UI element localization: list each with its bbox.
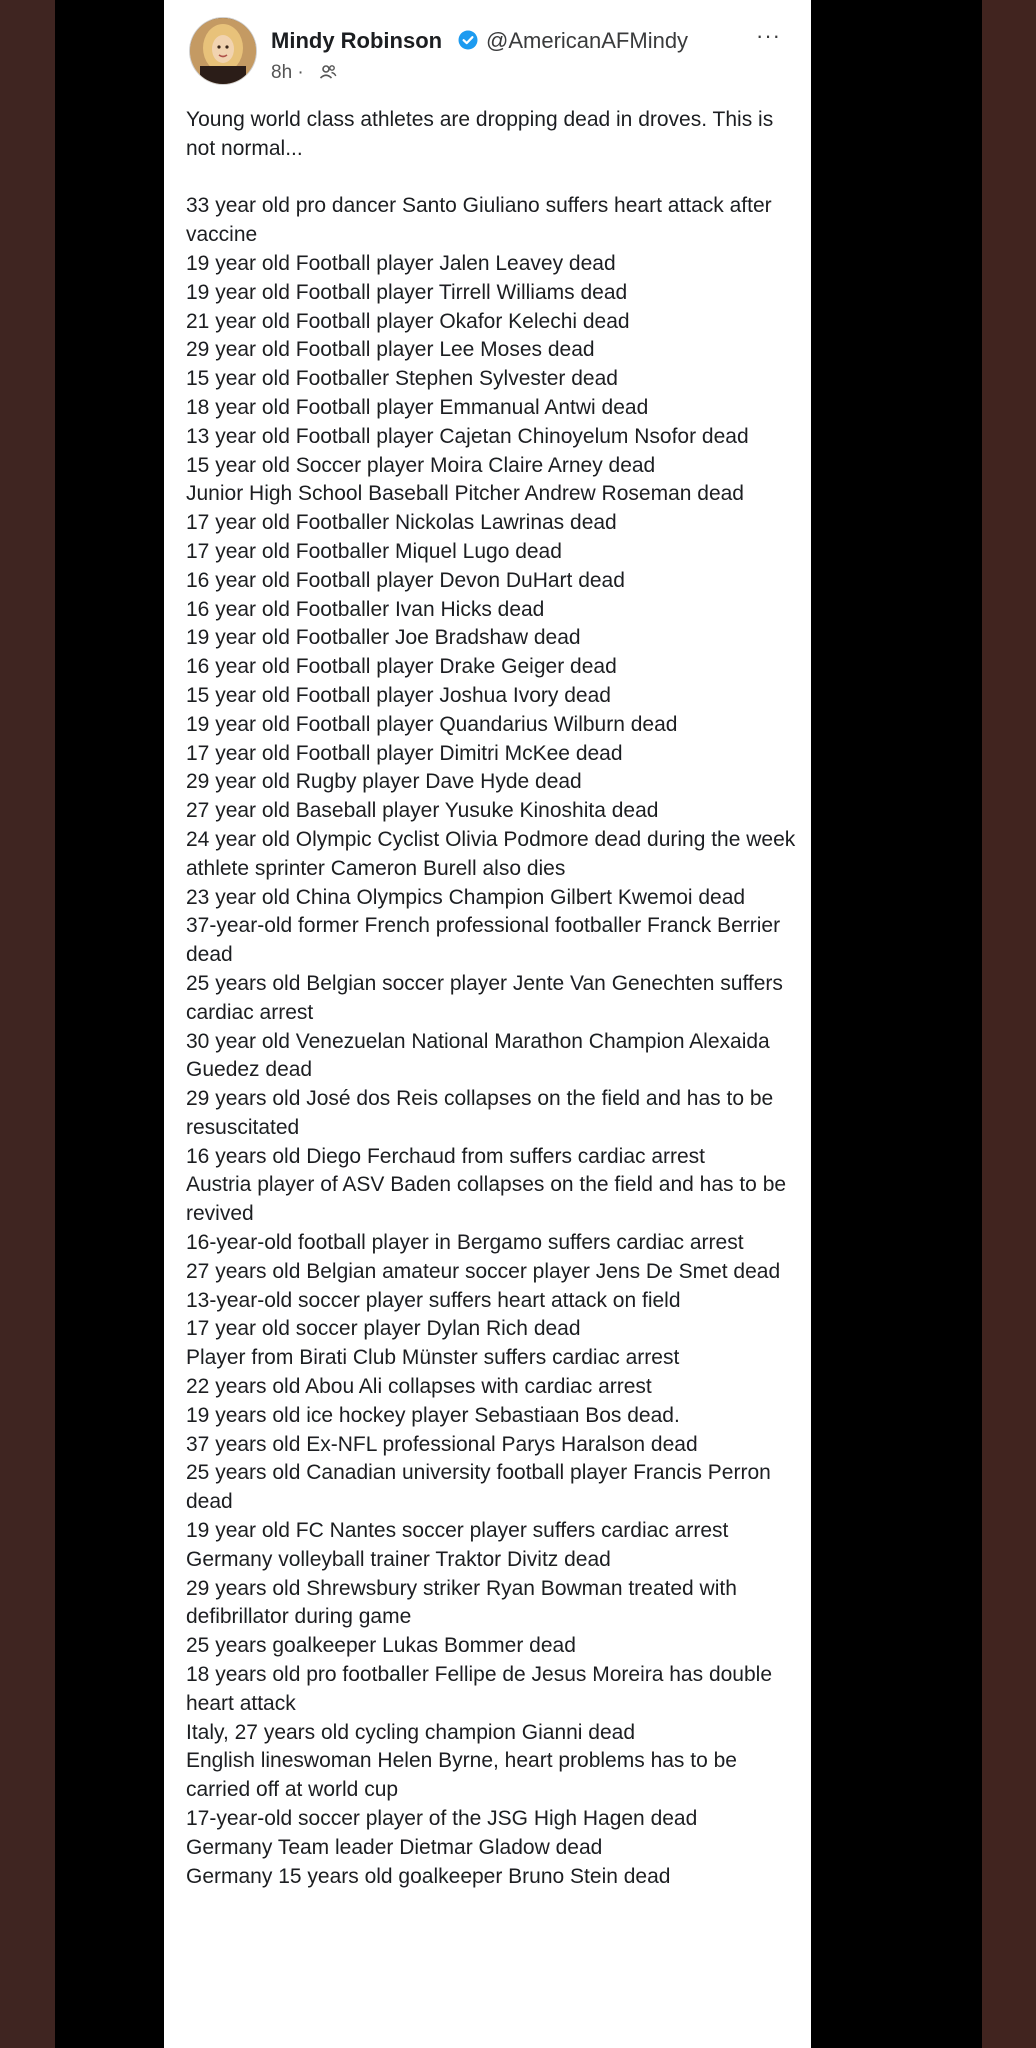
list-item: 15 year old Football player Joshua Ivory dead [186,683,611,707]
list-item: Germany Team leader Dietmar Gladow dead [186,1835,603,1859]
avatar-image [190,18,256,84]
list-item: English lineswoman Helen Byrne, heart problems has to be carried off at world cup [186,1749,737,1802]
athlete-list [186,192,796,1891]
list-item: 17 year old Footballer Miquel Lugo dead [186,539,562,563]
list-item: 19 year old Football player Tirrell Williams dead [186,280,628,304]
friends-audience-icon[interactable] [319,63,337,81]
post-timestamp[interactable] [271,62,304,84]
list-item: 29 year old Rugby player Dave Hyde dead [186,770,582,794]
list-item: 16 year old Football player Devon DuHart dead [186,568,625,592]
list-item: 22 years old Abou Ali collapses with cardiac arrest [186,1375,652,1399]
list-item: 25 years goalkeeper Lukas Bommer dead [186,1634,576,1658]
timestamp-separator: · [297,62,304,83]
list-item: 17 year old Football player Dimitri McKee dead [186,741,623,765]
list-item: 19 year old FC Nantes soccer player suffers cardiac arrest [186,1519,729,1543]
post-body [186,106,796,1891]
list-item: Austria player of ASV Baden collapses on the field and has to be revived [186,1173,787,1226]
list-item: Junior High School Baseball Pitcher Andrew Roseman dead [186,482,744,506]
list-item: 29 years old José dos Reis collapses on the field and has to be resuscitated [186,1087,774,1139]
list-item: 13-year-old soccer player suffers heart attack on field [186,1288,681,1312]
list-item: 17-year-old soccer player of the JSG High Hagen dead [186,1807,698,1831]
list-item: 27 year old Baseball player Yusuke Kinoshita dead [186,799,659,823]
list-item: 15 year old Footballer Stephen Sylvester dead [186,367,618,391]
verified-badge-icon [458,30,478,50]
backdrop-right-band [811,0,982,2048]
list-item: 29 year old Football player Lee Moses dead [186,338,595,362]
list-item: 21 year old Football player Okafor Kelechi dead [186,309,630,333]
list-item: 16-year-old football player in Bergamo suffers cardiac arrest [186,1231,744,1255]
post-card [164,0,811,2048]
list-item: 17 year old Footballer Nickolas Lawrinas dead [186,511,617,535]
list-item: Player from Birati Club Münster suffers cardiac arrest [186,1346,680,1370]
more-options-icon[interactable]: ··· [756,23,781,48]
timestamp-text: 8h [271,62,293,83]
post-intro: Young world class athletes are dropping dead in droves. This is not normal... [186,108,774,160]
list-item: 25 years old Belgian soccer player Jente Van Genechten suffers cardiac arrest [186,971,783,1024]
avatar[interactable] [190,18,256,84]
list-item: 23 year old China Olympics Champion Gilbert Kwemoi dead [186,885,746,909]
list-item: 13 year old Football player Cajetan Chinoyelum Nsofor dead [186,424,749,448]
backdrop-right-margin [982,0,1036,2048]
list-item: 16 year old Footballer Ivan Hicks dead [186,597,545,621]
list-item: 27 years old Belgian amateur soccer player Jens De Smet dead [186,1259,781,1283]
backdrop-left-band [55,0,164,2048]
list-item: 19 years old ice hockey player Sebastiaan Bos dead. [186,1403,680,1427]
list-item: 16 year old Football player Drake Geiger dead [186,655,617,679]
list-item: 15 year old Soccer player Moira Claire Arney dead [186,453,656,477]
list-item: 19 year old Footballer Joe Bradshaw dead [186,626,581,650]
list-item: Italy, 27 years old cycling champion Gianni dead [186,1720,636,1744]
post-header [164,0,811,100]
list-item: 37-year-old former French professional footballer Franck Berrier dead [186,914,781,967]
list-item: 37 years old Ex-NFL professional Parys Haralson dead [186,1432,698,1456]
list-item: 33 year old pro dancer Santo Giuliano suffers heart attack after vaccine [186,194,772,247]
list-item: 17 year old soccer player Dylan Rich dead [186,1317,581,1341]
list-item: 16 years old Diego Ferchaud from suffers cardiac arrest [186,1144,706,1168]
list-item: 18 year old Football player Emmanual Antwi dead [186,395,649,419]
list-item: 25 years old Canadian university football player Francis Perron dead [186,1461,771,1514]
list-item: 30 year old Venezuelan National Marathon Champion Alexaida Guedez dead [186,1029,770,1082]
list-item: 19 year old Football player Jalen Leavey dead [186,251,616,275]
list-item: 19 year old Football player Quandarius Wilburn dead [186,712,678,736]
paragraph-gap [186,164,796,193]
list-item: 24 year old Olympic Cyclist Olivia Podmore dead during the week athlete sprinter Cameron Burell also dies [186,827,796,880]
author-handle[interactable]: @AmericanAFMindy [486,28,689,53]
author-name[interactable]: Mindy Robinson [271,28,443,53]
list-item: 18 years old pro footballer Fellipe de Jesus Moreira has double heart attack [186,1663,773,1715]
list-item: 29 years old Shrewsbury striker Ryan Bowman treated with defibrillator during game [186,1576,737,1629]
list-item: Germany volleyball trainer Traktor Divitz dead [186,1547,611,1571]
list-item: Germany 15 years old goalkeeper Bruno Stein dead [186,1864,671,1888]
backdrop-left-margin [0,0,55,2048]
